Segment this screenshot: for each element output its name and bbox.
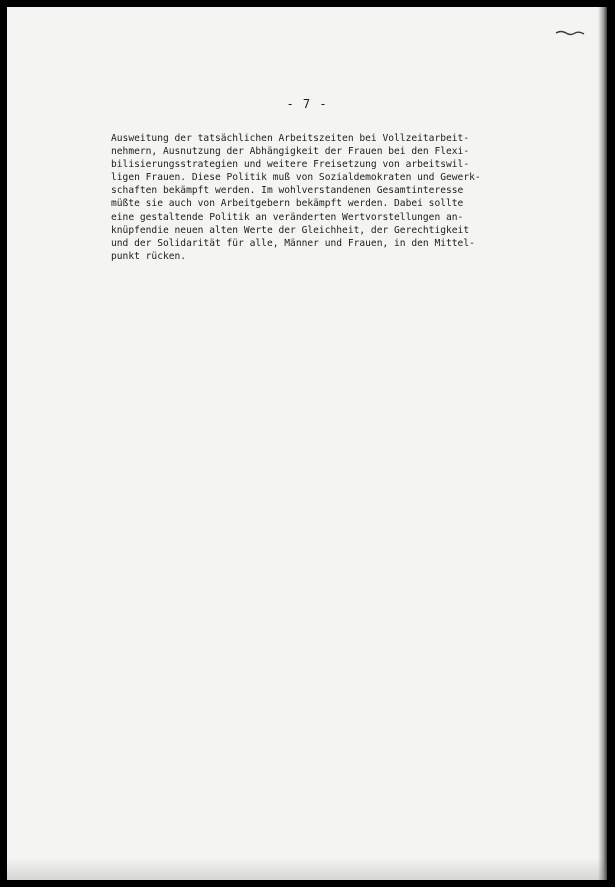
paragraph-line: ligen Frauen. Diese Politik muß von Sozialdemokraten und Gewerk- xyxy=(111,172,481,184)
paragraph-line: knüpfendie neuen alten Werte der Gleichheit, der Gerechtigkeit xyxy=(111,224,470,236)
paragraph-line: eine gestaltende Politik an veränderten Wertvorstellungen an- xyxy=(111,211,464,223)
page-number: - 7 - xyxy=(286,97,328,111)
paragraph-line: Ausweitung der tatsächlichen Arbeitszeiten bei Vollzeitarbeit- xyxy=(111,133,470,144)
paragraph-line: bilisierungsstrategien und weitere Freisetzung von arbeitswil- xyxy=(111,159,470,171)
scan-shadow-right xyxy=(598,7,607,880)
paragraph-line: und der Solidarität für alle, Männer und Frauen, in den Mittel- xyxy=(111,237,475,249)
paragraph-line: nehmern, Ausnutzung der Abhängigkeit der Frauen bei den Flexi- xyxy=(111,146,470,158)
body-paragraph xyxy=(111,132,571,263)
paragraph-line: müßte sie auch von Arbeitgebern bekämpft werden. Dabei sollte xyxy=(111,198,464,210)
document-page xyxy=(7,7,607,880)
scan-shadow-bottom xyxy=(7,858,607,880)
corner-scan-mark xyxy=(555,29,585,37)
paragraph-line: punkt rücken. xyxy=(111,250,187,262)
paragraph-line: schaften bekämpft werden. Im wohlverstandenen Gesamtinteresse xyxy=(111,185,464,197)
